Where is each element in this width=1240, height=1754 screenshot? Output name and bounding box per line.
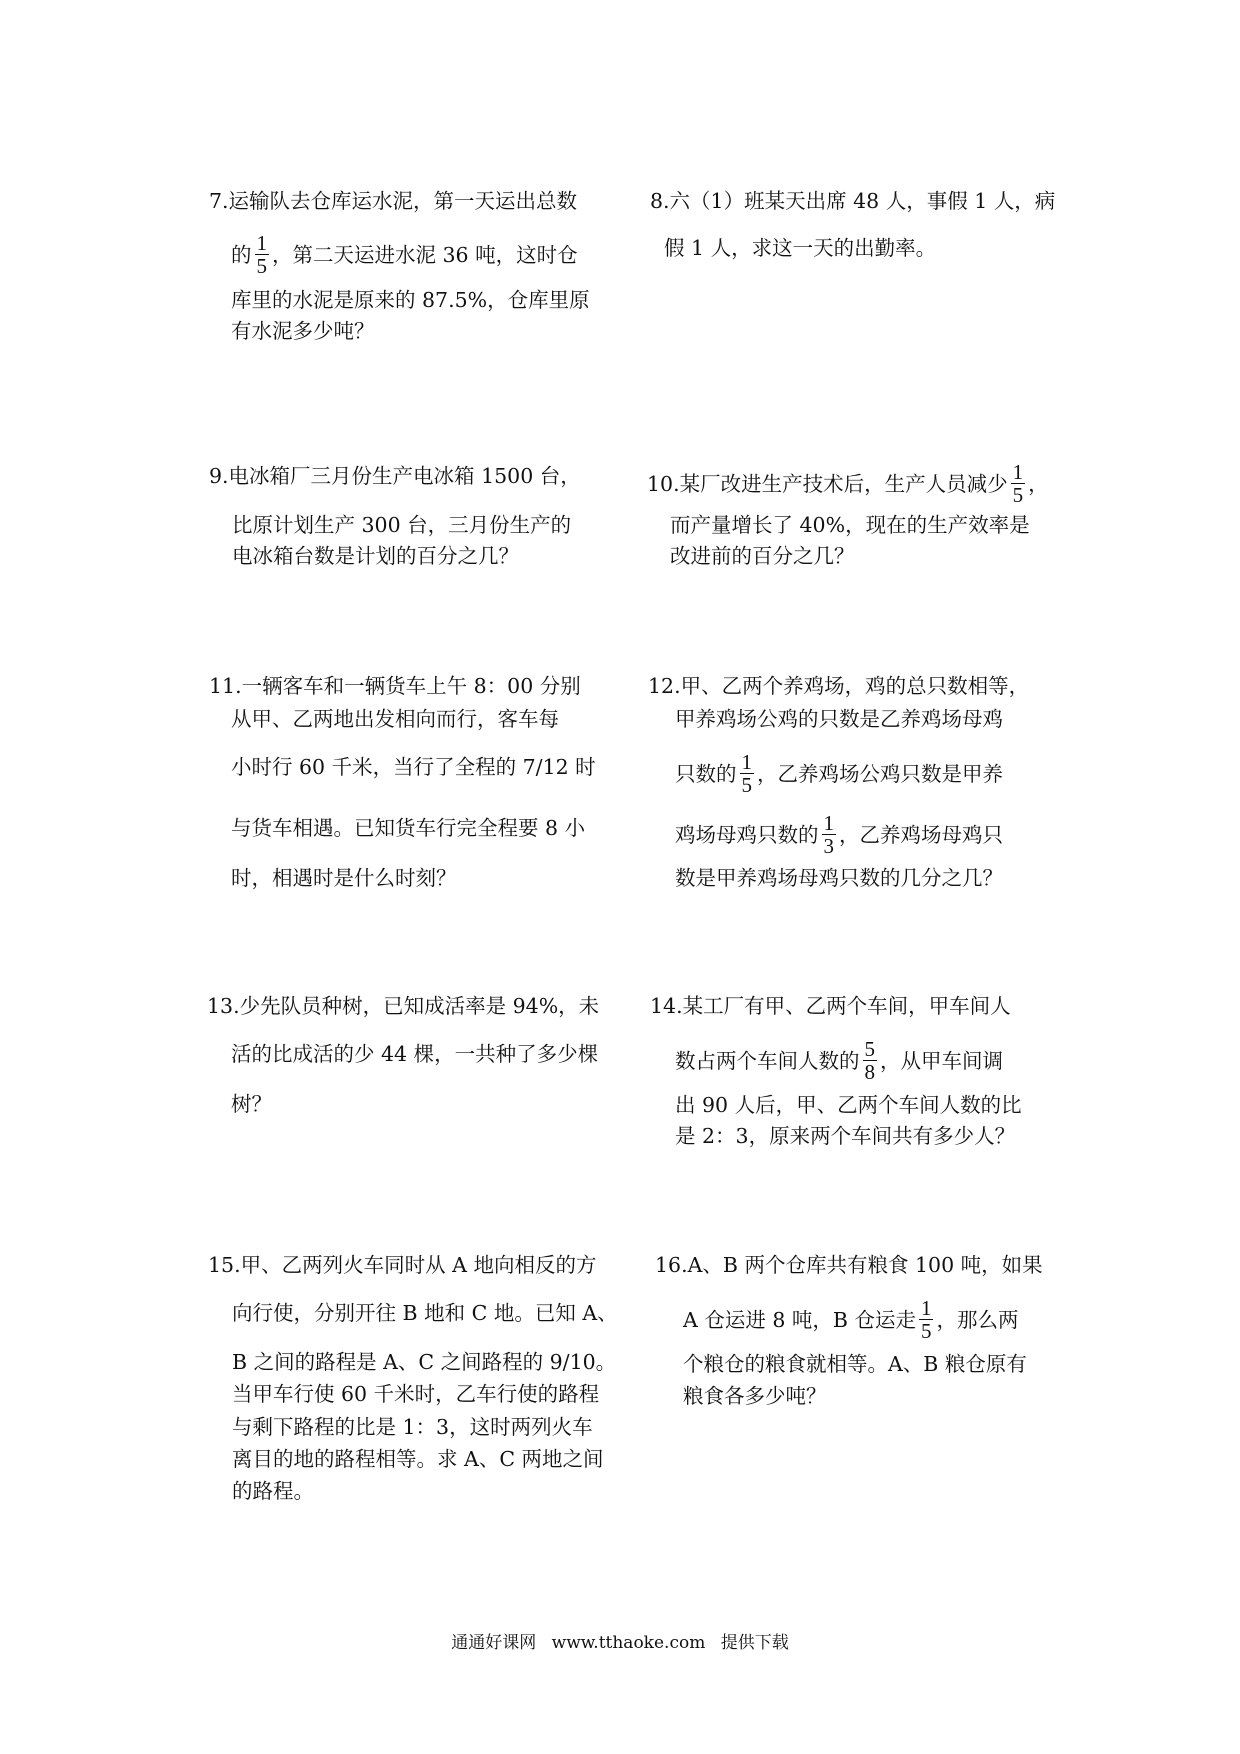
problem-12-line-5: 数是甲养鸡场母鸡只数的几分之几？ [675,866,1003,890]
problem-8-line-2: 假 1 人，求这一天的出勤率。 [664,236,937,260]
fraction: $\frac{1}{3}$ [823,811,834,858]
problem-12-line-4 [675,811,1003,859]
problem-16-line-1: 16.A、B 两个仓库共有粮食 100 吨，如果 [655,1253,1043,1277]
problem-14-line-2 [675,1037,1003,1085]
footer [0,1632,1240,1654]
problem-14-line-4: 是 2：3，原来两个车间共有多少人？ [675,1124,1016,1148]
problem-12-text-d: ，乙养鸡场母鸡只 [839,823,1003,847]
fraction: $\frac{1}{5}$ [741,750,752,797]
problem-15-line-5: 与剩下路程的比是 1：3，这时两列火车 [232,1415,593,1439]
problem-11-line-3: 小时行 60 千米，当行了全程的 7/12 时 [231,755,596,779]
problem-13-line-3: 树？ [231,1092,272,1116]
problem-14-line-3: 出 90 人后，甲、乙两个车间人数的比 [675,1093,1022,1117]
problem-14-line-1: 14.某工厂有甲、乙两个车间，甲车间人 [650,994,1011,1018]
problem-9-line-3: 电冰箱台数是计划的百分之几？ [232,544,519,568]
problem-10-text-b: ， [1028,472,1049,496]
fraction: $\frac{1}{5}$ [1012,460,1024,507]
problem-11-line-2: 从甲、乙两地出发相向而行，客车每 [231,707,559,731]
footer-url-link[interactable]: www.tthaoke.com [551,1633,706,1653]
problem-10-text-a: 10.某厂改进生产技术后，生产人员减少 [647,472,1008,496]
problem-16-line-4: 粮食各多少吨？ [683,1384,827,1408]
problem-14-text-a: 数占两个车间人数的 [675,1049,860,1073]
problem-10-line-1 [647,460,1049,508]
problem-7-text-b: ，第二天运进水泥 36 吨，这时仓 [272,243,578,267]
problem-15-line-4: 当甲车行使 60 千米时，乙车行使的路程 [232,1382,600,1406]
problem-10-line-2: 而产量增长了 40%，现在的生产效率是 [670,513,1030,537]
problem-7-line-1: 7.运输队去仓库运水泥，第一天运出总数 [209,189,578,213]
problem-16-text-a: A 仓运进 8 吨，B 仓运走 [683,1308,916,1332]
footer-site-name: 通通好课网 [451,1633,537,1653]
problem-12-text-a: 只数的 [675,762,737,786]
problem-12-text-c: 鸡场母鸡只数的 [675,823,819,847]
problem-11-line-5: 时，相遇时是什么时刻？ [231,866,457,890]
fraction: $\frac{5}{8}$ [864,1037,875,1084]
problem-11-line-1: 11.一辆客车和一辆货车上午 8：00 分别 [209,674,581,698]
problem-16-text-b: ，那么两 [936,1308,1019,1332]
problem-7-text-a: 的 [231,243,252,267]
problem-10-line-3: 改进前的百分之几？ [670,544,855,568]
problem-14-text-b: ，从甲车间调 [880,1049,1003,1073]
problem-16-line-2 [683,1296,1019,1344]
problem-12-line-1: 12.甲、乙两个养鸡场，鸡的总只数相等， [648,674,1030,698]
problem-15-line-7: 的路程。 [232,1479,314,1503]
problem-7-line-4: 有水泥多少吨？ [231,319,375,343]
problem-15-line-1: 15.甲、乙两列火车同时从 A 地向相反的方 [208,1253,597,1277]
problem-7-line-3: 库里的水泥是原来的 87.5%，仓库里原 [231,288,590,312]
problem-12-line-2: 甲养鸡场公鸡的只数是乙养鸡场母鸡 [675,707,1003,731]
footer-suffix: 提供下载 [720,1633,789,1653]
problem-15-line-3: B 之间的路程是 A、C 之间路程的 9/10。 [232,1350,617,1374]
problem-12-line-3 [675,750,1003,798]
problem-11-line-4: 与货车相遇。已知货车行完全程要 8 小 [231,816,586,840]
fraction: $\frac{1}{5}$ [256,231,267,278]
problem-9-line-1: 9.电冰箱厂三月份生产电冰箱 1500 台， [209,464,581,488]
problem-8-line-1: 8.六（1）班某天出席 48 人，事假 1 人，病 [650,189,1056,213]
problem-13-line-2: 活的比成活的少 44 棵，一共种了多少棵 [231,1042,599,1066]
problem-9-line-2: 比原计划生产 300 台，三月份生产的 [232,513,572,537]
problem-12-text-b: ，乙养鸡场公鸡只数是甲养 [757,762,1003,786]
problem-7-line-2 [231,231,578,279]
problem-16-line-3: 个粮仓的粮食就相等。A、B 粮仓原有 [683,1352,1027,1376]
problem-15-line-2: 向行使，分别开往 B 地和 C 地。已知 A、 [232,1301,618,1325]
problem-13-line-1: 13.少先队员种树，已知成活率是 94%，未 [207,994,600,1018]
problem-15-line-6: 离目的地的路程相等。求 A、C 两地之间 [232,1447,604,1471]
fraction: $\frac{1}{5}$ [920,1296,932,1343]
